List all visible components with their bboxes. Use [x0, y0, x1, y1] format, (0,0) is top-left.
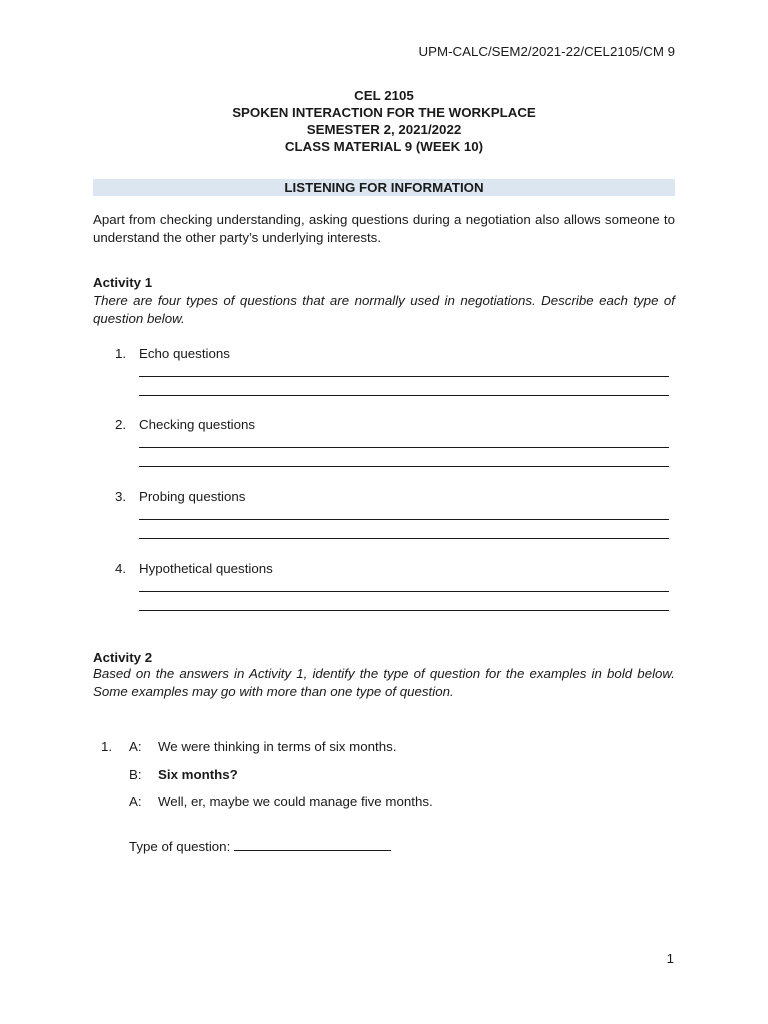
course-code: CEL 2105: [354, 88, 414, 103]
intro-paragraph: Apart from checking understanding, asking questions during a negotiation also allows someone to understand the other party’s underlying interests.: [93, 212, 675, 245]
activity-1-heading: Activity 1: [93, 275, 153, 290]
document-heading: [0, 87, 768, 155]
type-of-question-row: [129, 838, 391, 856]
answer-line[interactable]: [139, 466, 669, 467]
question-label: Probing questions: [139, 489, 246, 504]
answer-line[interactable]: [139, 610, 669, 611]
type-of-question-answer-line[interactable]: [234, 839, 391, 851]
answer-line[interactable]: [139, 376, 669, 377]
answer-line[interactable]: [139, 447, 669, 448]
section-title: LISTENING FOR INFORMATION: [93, 179, 675, 196]
question-number: 2.: [115, 417, 127, 432]
question-number: 3.: [115, 489, 127, 504]
answer-line[interactable]: [139, 395, 669, 396]
example-number: 1.: [101, 739, 113, 754]
activity-2-instructions: Based on the answers in Activity 1, identify the type of question for the examples in bold below. Some examples may go with more than one type of question.: [93, 666, 675, 699]
question-label: Checking questions: [139, 417, 256, 432]
speaker-label: B:: [129, 767, 142, 782]
document-code: UPM-CALC/SEM2/2021-22/CEL2105/CM 9: [418, 44, 675, 59]
speaker-label: A:: [129, 739, 142, 754]
course-title: SPOKEN INTERACTION FOR THE WORKPLACE: [232, 105, 536, 120]
class-material-label: CLASS MATERIAL 9 (WEEK 10): [284, 139, 484, 154]
answer-line[interactable]: [139, 519, 669, 520]
answer-line[interactable]: [139, 591, 669, 592]
dialogue-text-bold: Six months?: [158, 767, 238, 782]
question-number: 4.: [115, 561, 127, 576]
dialogue-text: Well, er, maybe we could manage five months.: [158, 794, 433, 809]
answer-line[interactable]: [139, 538, 669, 539]
activity-1-instructions: There are four types of questions that are normally used in negotiations. Describe each type of question below.: [93, 293, 675, 326]
question-number: 1.: [115, 346, 127, 361]
semester-label: SEMESTER 2, 2021/2022: [306, 122, 462, 137]
activity-2-heading: Activity 2: [93, 650, 153, 665]
question-label: Hypothetical questions: [139, 561, 273, 576]
page-number: 1: [666, 951, 674, 966]
dialogue-text: We were thinking in terms of six months.: [158, 739, 397, 754]
question-label: Echo questions: [139, 346, 230, 361]
type-of-question-label: Type of question:: [129, 839, 231, 854]
speaker-label: A:: [129, 794, 142, 809]
